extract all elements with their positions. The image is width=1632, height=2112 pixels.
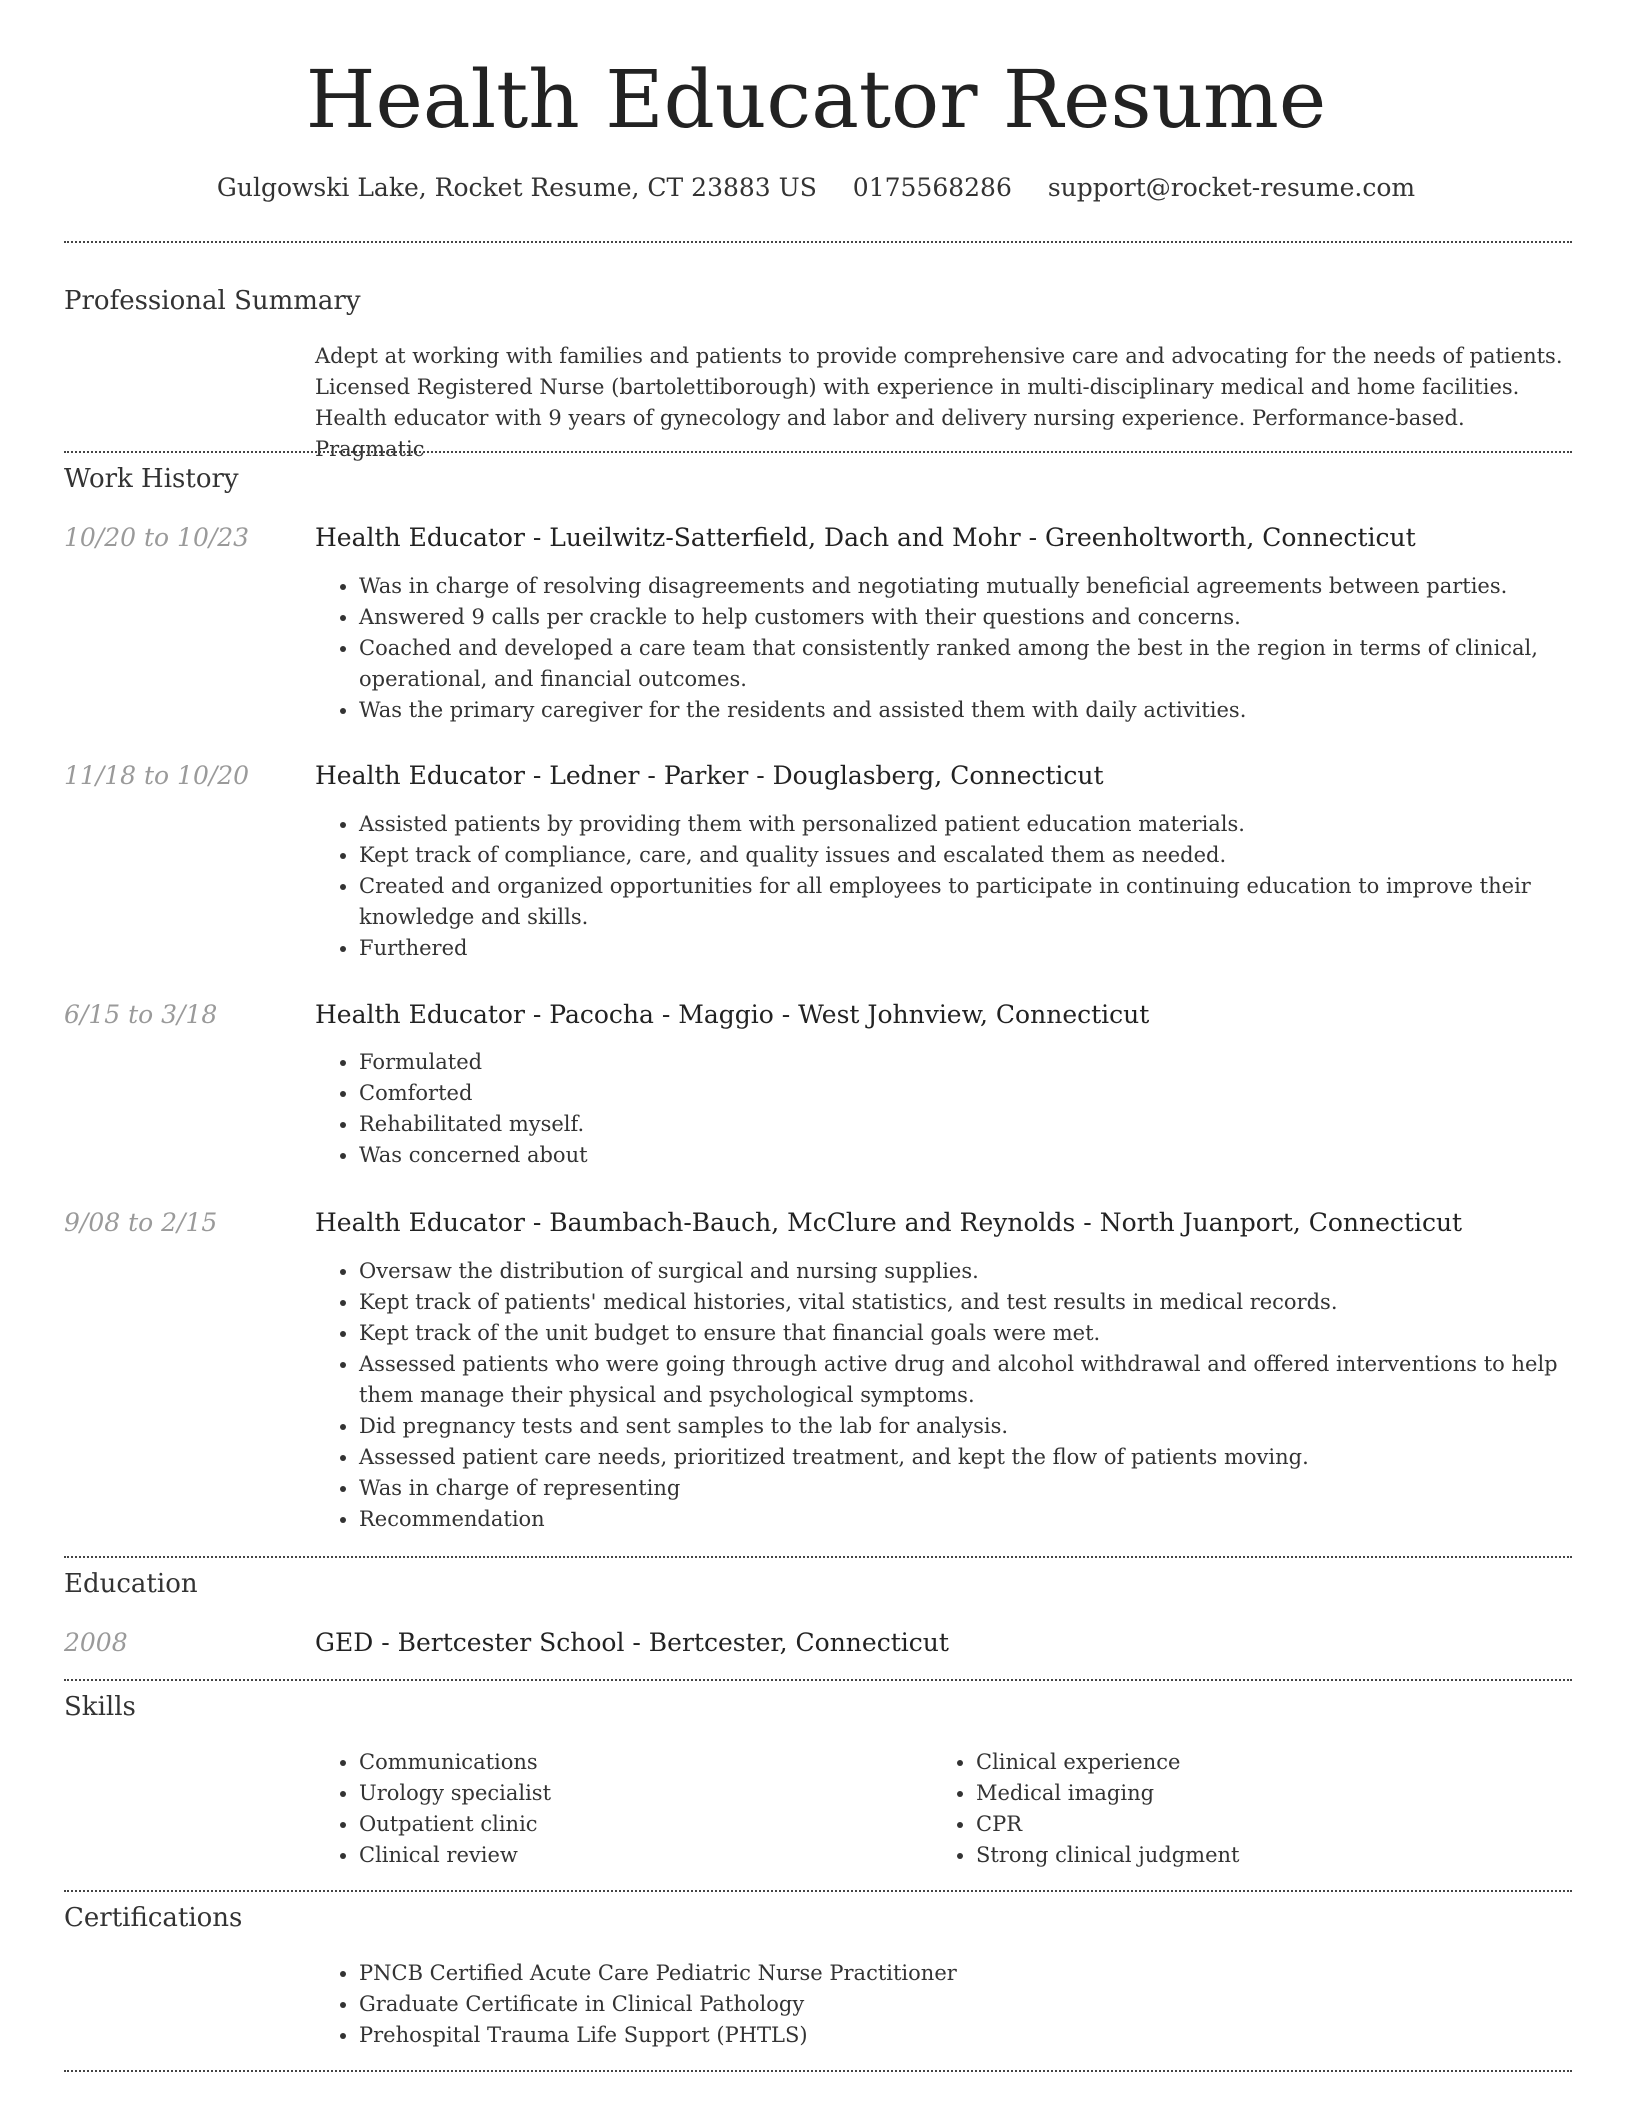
education-heading: Education [64,1569,198,1599]
list-item: • Coached and developed a care team that consistently ranked among the best in the region in terms of clinical, operational, and financial outcomes. [359,633,1616,695]
list-item: • Was the primary caregiver for the residents and assisted them with daily activities. [359,695,1616,726]
list-item: • Medical imaging [976,1778,1576,1809]
list-item: • Assessed patient care needs, prioritized treatment, and kept the flow of patients moving. [359,1442,1616,1473]
list-item: • Recommendation [359,1504,1616,1535]
section-divider [64,1890,1572,1892]
skills-heading: Skills [64,1692,136,1722]
list-item: • Was concerned about [359,1140,1616,1171]
list-item: • Furthered [359,933,1616,964]
list-item: • Was in charge of resolving disagreements and negotiating mutually beneficial agreements between parties. [359,571,1616,602]
job-bullets [315,571,1616,726]
job-dates: 10/20 to 10/23 [64,523,250,552]
certifications-heading: Certifications [64,1903,243,1933]
job-bullets [315,1256,1616,1535]
skills-list-right [932,1747,1576,1871]
list-item: • Strong clinical judgment [976,1840,1576,1871]
work-history-heading: Work History [64,464,239,494]
list-item: • Formulated [359,1047,1616,1078]
job-dates: 6/15 to 3/18 [64,1000,218,1029]
summary-text: Adept at working with families and patients to provide comprehensive care and advocating for the needs of patients. Licensed Registered Nurse (bartolettiborough) with experience in multi-disciplinary medical and home facilities. Health educator with 9 years of gynecology and labor and delivery nursing experience. Performance-based. Pragmatic [315,344,1563,461]
list-item: • Kept track of patients' medical histories, vital statistics, and test results in medical records. [359,1287,1616,1318]
list-item: • CPR [976,1809,1576,1840]
list-item: • Assessed patients who were going through active drug and alcohol withdrawal and offered interventions to help them manage their physical and psychological symptoms. [359,1349,1616,1411]
job-heading: Health Educator - Ledner - Parker - Douglasberg, Connecticut [315,761,1104,790]
resume-title: Health Educator Resume [305,53,1327,146]
section-divider [64,1679,1572,1681]
list-item: • Created and organized opportunities for all employees to participate in continuing education to improve their knowledge and skills. [359,871,1616,933]
job-heading: Health Educator - Baumbach-Bauch, McClure and Reynolds - North Juanport, Connecticut [315,1208,1463,1237]
section-divider [64,451,1572,453]
contact-address: Gulgowski Lake, Rocket Resume, CT 23883 US [216,173,817,202]
summary-heading: Professional Summary [64,286,361,316]
certifications-list [315,1958,1616,2051]
list-item: • Comforted [359,1078,1616,1109]
skills-list-left [315,1747,919,1871]
list-item: • Graduate Certificate in Clinical Pathology [359,1989,1616,2020]
contact-email[interactable]: support@rocket-resume.com [1047,173,1416,202]
job-heading: Health Educator - Pacocha - Maggio - West Johnview, Connecticut [315,1000,1150,1029]
list-item: • Clinical experience [976,1747,1576,1778]
section-divider [64,2070,1572,2072]
job-dates: 11/18 to 10/20 [64,761,250,790]
job-bullets [315,1047,1616,1171]
list-item: • Prehospital Trauma Life Support (PHTLS) [359,2020,1616,2051]
contact-line [0,170,1632,206]
list-item: • PNCB Certified Acute Care Pediatric Nurse Practitioner [359,1958,1616,1989]
list-item: • Answered 9 calls per crackle to help customers with their questions and concerns. [359,602,1616,633]
list-item: • Communications [359,1747,919,1778]
list-item: • Kept track of compliance, care, and quality issues and escalated them as needed. [359,840,1616,871]
list-item: • Rehabilitated myself. [359,1109,1616,1140]
list-item: • Clinical review [359,1840,919,1871]
contact-phone: 0175568286 [852,173,1012,202]
list-item: • Oversaw the distribution of surgical and nursing supplies. [359,1256,1616,1287]
education-year: 2008 [64,1628,128,1657]
list-item: • Kept track of the unit budget to ensure that financial goals were met. [359,1318,1616,1349]
list-item: • Did pregnancy tests and sent samples to the lab for analysis. [359,1411,1616,1442]
education-entry: GED - Bertcester School - Bertcester, Connecticut [315,1628,949,1657]
list-item: • Urology specialist [359,1778,919,1809]
list-item: • Was in charge of representing [359,1473,1616,1504]
job-heading: Health Educator - Lueilwitz-Satterfield, Dach and Mohr - Greenholtworth, Connecticut [315,523,1416,552]
list-item: • Outpatient clinic [359,1809,919,1840]
job-dates: 9/08 to 2/15 [64,1208,218,1237]
section-divider [64,241,1572,243]
section-divider [64,1556,1572,1558]
list-item: • Assisted patients by providing them with personalized patient education materials. [359,809,1616,840]
job-bullets [315,809,1616,964]
